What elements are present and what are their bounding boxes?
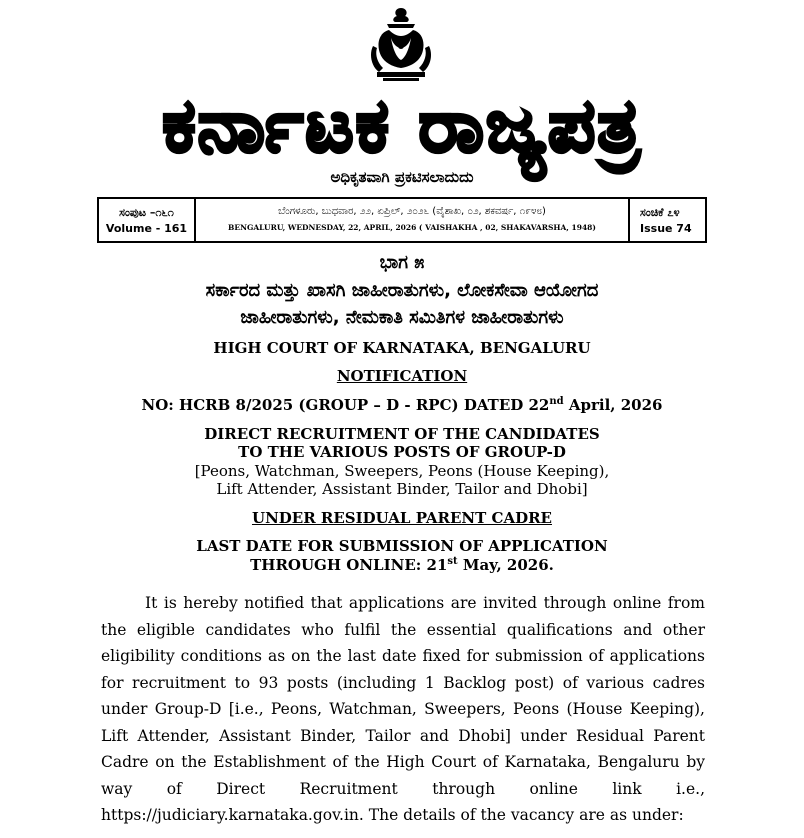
info-bar-top-rule	[97, 197, 707, 199]
info-bar-divider	[628, 197, 630, 243]
info-bar-bottom-rule	[97, 241, 707, 243]
recruitment-heading-line-1: DIRECT RECRUITMENT OF THE CANDIDATES	[204, 425, 600, 443]
recruitment-heading-line-2: TO THE VARIOUS POSTS OF GROUP-D	[238, 443, 566, 461]
info-bar-divider	[705, 197, 707, 243]
karnataka-state-emblem-icon	[367, 6, 435, 84]
gazette-masthead-title: ಕರ್ನಾಟಕ ರಾಜ್ಯಪತ್ರ	[162, 83, 642, 169]
last-date-heading-line-1: LAST DATE FOR SUBMISSION OF APPLICATION	[196, 537, 608, 555]
court-name: HIGH COURT OF KARNATAKA, BENGALURU	[213, 339, 591, 357]
issue-kannada: ಸಂಚಿಕೆ ೭೪	[640, 206, 680, 219]
volume-kannada: ಸಂಪುಟ –೧೬೧	[119, 206, 174, 219]
reference-text: NO: HCRB 8/2025 (GROUP – D - RPC) DATED 22	[141, 396, 550, 414]
posts-list-line-1: [Peons, Watchman, Sweepers, Peons (House Keeping),	[194, 462, 610, 480]
reference-date-suffix: April, 2026	[563, 396, 663, 414]
date-english: BENGALURU, WEDNESDAY, 22, APRIL, 2026 ( VAISHAKHA , 02, SHAKAVARSHA, 1948)	[228, 223, 596, 232]
kannada-heading-line-1: ಸರ್ಕಾರದ ಮತ್ತು ಖಾಸಗಿ ಜಾಹೀರಾತುಗಳು, ಲೋಕಸೇವಾ ಆಯೋಗದ	[205, 280, 599, 301]
reference-ordinal: nd	[549, 396, 564, 407]
last-date-heading-line-2	[0, 556, 804, 574]
issue-english: Issue 74	[640, 222, 692, 235]
gazette-subtitle: ಅಧಿಕೃತವಾಗಿ ಪ್ರಕಟಿಸಲಾದುದು	[330, 168, 474, 186]
info-bar-divider	[194, 197, 196, 243]
notification-body-paragraph: It is hereby notified that applications are invited through online from the eligible candidates who fulfil the essential qualifications and other eligibility conditions as on the last date fixed for submission of applications for recruitment to 93 posts (including 1 Backlog post) of various cadres under Group-D [i.e., Peons, Watchman, Sweepers, Peons (House Keeping), Lift Attender, Assistant Binder, Tailor and Dhobi] under Residual Parent Cadre on the Establishment of the High Court of Karnataka, Bengaluru by way of Direct Recruitment through online link i.e., https://judiciary.karnataka.gov.in. The details of the vacancy are as under:	[101, 594, 705, 824]
part-heading: ಭಾಗ ೫	[379, 252, 425, 273]
info-bar-divider	[97, 197, 99, 243]
cadre-heading: UNDER RESIDUAL PARENT CADRE	[251, 509, 552, 527]
last-date-text: THROUGH ONLINE: 21	[250, 556, 448, 574]
notification-reference	[0, 396, 804, 414]
volume-english: Volume - 161	[105, 222, 188, 235]
kannada-heading-line-2: ಜಾಹೀರಾತುಗಳು, ನೇಮಕಾತಿ ಸಮಿತಿಗಳ ಜಾಹೀರಾತುಗಳು	[240, 307, 564, 328]
last-date-suffix: May, 2026.	[457, 556, 554, 574]
notification-title: NOTIFICATION	[336, 367, 468, 385]
date-kannada: ಬೆಂಗಳೂರು, ಬುಧವಾರ, ೨೨, ಏಪ್ರಿಲ್, ೨೦೨೬ (ವೈಶಾಖ, ೦೨, ಶಕವರ್ಷ, ೧೯೪೮)	[278, 206, 546, 217]
last-date-ordinal: st	[447, 556, 458, 567]
posts-list-line-2: Lift Attender, Assistant Binder, Tailor and Dhobi]	[216, 480, 588, 498]
